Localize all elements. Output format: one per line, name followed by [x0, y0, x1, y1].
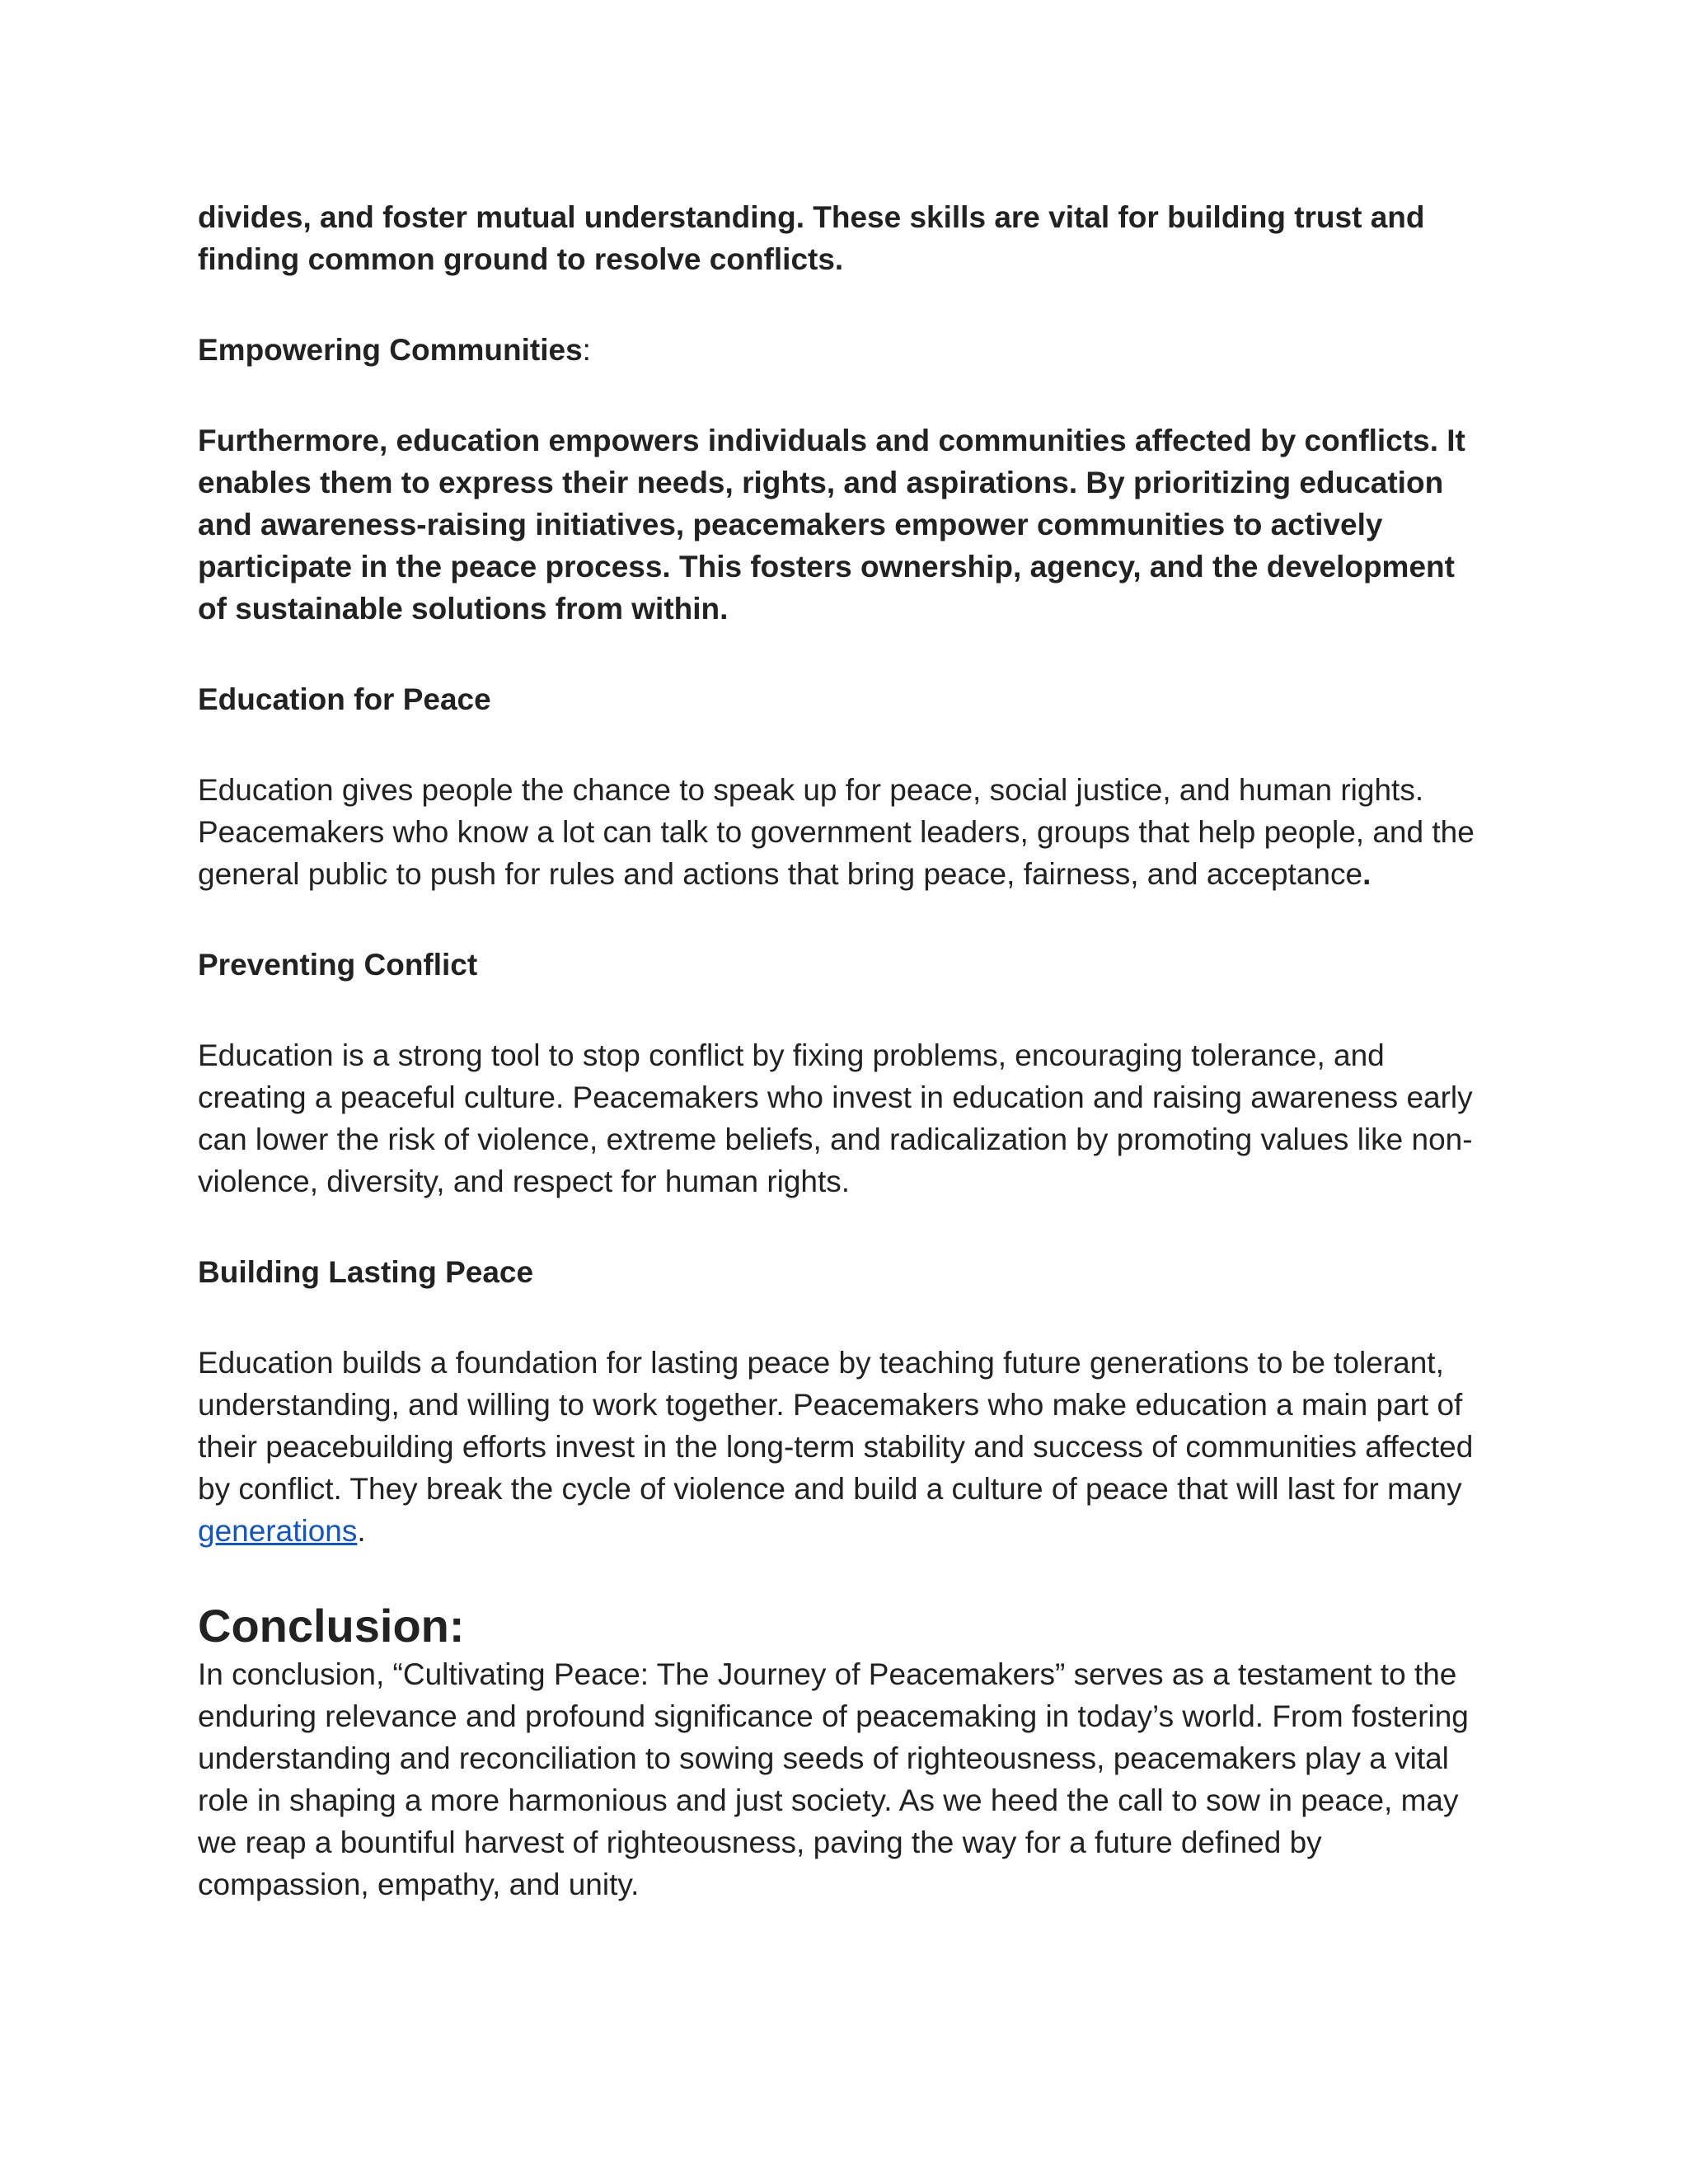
- education-for-peace-paragraph: [198, 769, 1492, 895]
- generations-link[interactable]: generations: [198, 1514, 358, 1548]
- building-lasting-peace-heading: Building Lasting Peace: [198, 1255, 534, 1289]
- document-page: [198, 196, 1492, 1905]
- preventing-conflict-heading: Preventing Conflict: [198, 948, 478, 982]
- empowering-communities-paragraph: Furthermore, education empowers individuals and communities affected by conflicts. It enables them to express their needs, rights, and aspirations. By prioritizing education and awareness-raising initiatives, peacemakers empower communities to actively participate in the peace process. This fosters ownership, agency, and the development of sustainable solutions from within.: [198, 424, 1465, 626]
- education-for-peace-period: .: [1362, 857, 1372, 891]
- education-for-peace-text: Education gives people the chance to speak up for peace, social justice, and human rights. Peacemakers who know a lot can talk to government leaders, groups that help people, and the general public to push for rules and actions that bring peace, fairness, and acceptance: [198, 773, 1475, 891]
- empowering-communities-heading: [198, 329, 1492, 371]
- conclusion-heading: Conclusion:: [198, 1600, 465, 1652]
- building-lasting-peace-paragraph: [198, 1342, 1492, 1552]
- education-for-peace-heading: Education for Peace: [198, 682, 491, 716]
- building-lasting-peace-end: .: [357, 1514, 366, 1548]
- empowering-communities-heading-text: Empowering Communities: [198, 333, 583, 367]
- empowering-communities-heading-colon: :: [582, 333, 591, 367]
- preventing-conflict-paragraph: Education is a strong tool to stop conflict by fixing problems, encouraging tolerance, and creating a peaceful culture. Peacemakers who invest in education and raising awareness early can lower the risk of violence, extreme beliefs, and radicalization by promoting values like non-violence, diversity, and respect for human rights.: [198, 1038, 1473, 1198]
- building-lasting-peace-text: Education builds a foundation for lasting peace by teaching future generations to be tolerant, understanding, and willing to work together. Peacemakers who make education a main part of their peacebuilding efforts invest in the long-term stability and success of communities affected by conflict. They break the cycle of violence and build a culture of peace that will last for many: [198, 1346, 1474, 1506]
- conclusion-paragraph: In conclusion, “Cultivating Peace: The Journey of Peacemakers” serves as a testament to the enduring relevance and profound significance of peacemaking in today’s world. From fostering understanding and reconciliation to sowing seeds of righteousness, peacemakers play a vital role in shaping a more harmonious and just society. As we heed the call to sow in peace, may we reap a bountiful harvest of righteousness, paving the way for a future defined by compassion, empathy, and unity.: [198, 1657, 1469, 1901]
- intro-continued-paragraph: divides, and foster mutual understanding. These skills are vital for building trust and finding common ground to resolve conflicts.: [198, 200, 1425, 276]
